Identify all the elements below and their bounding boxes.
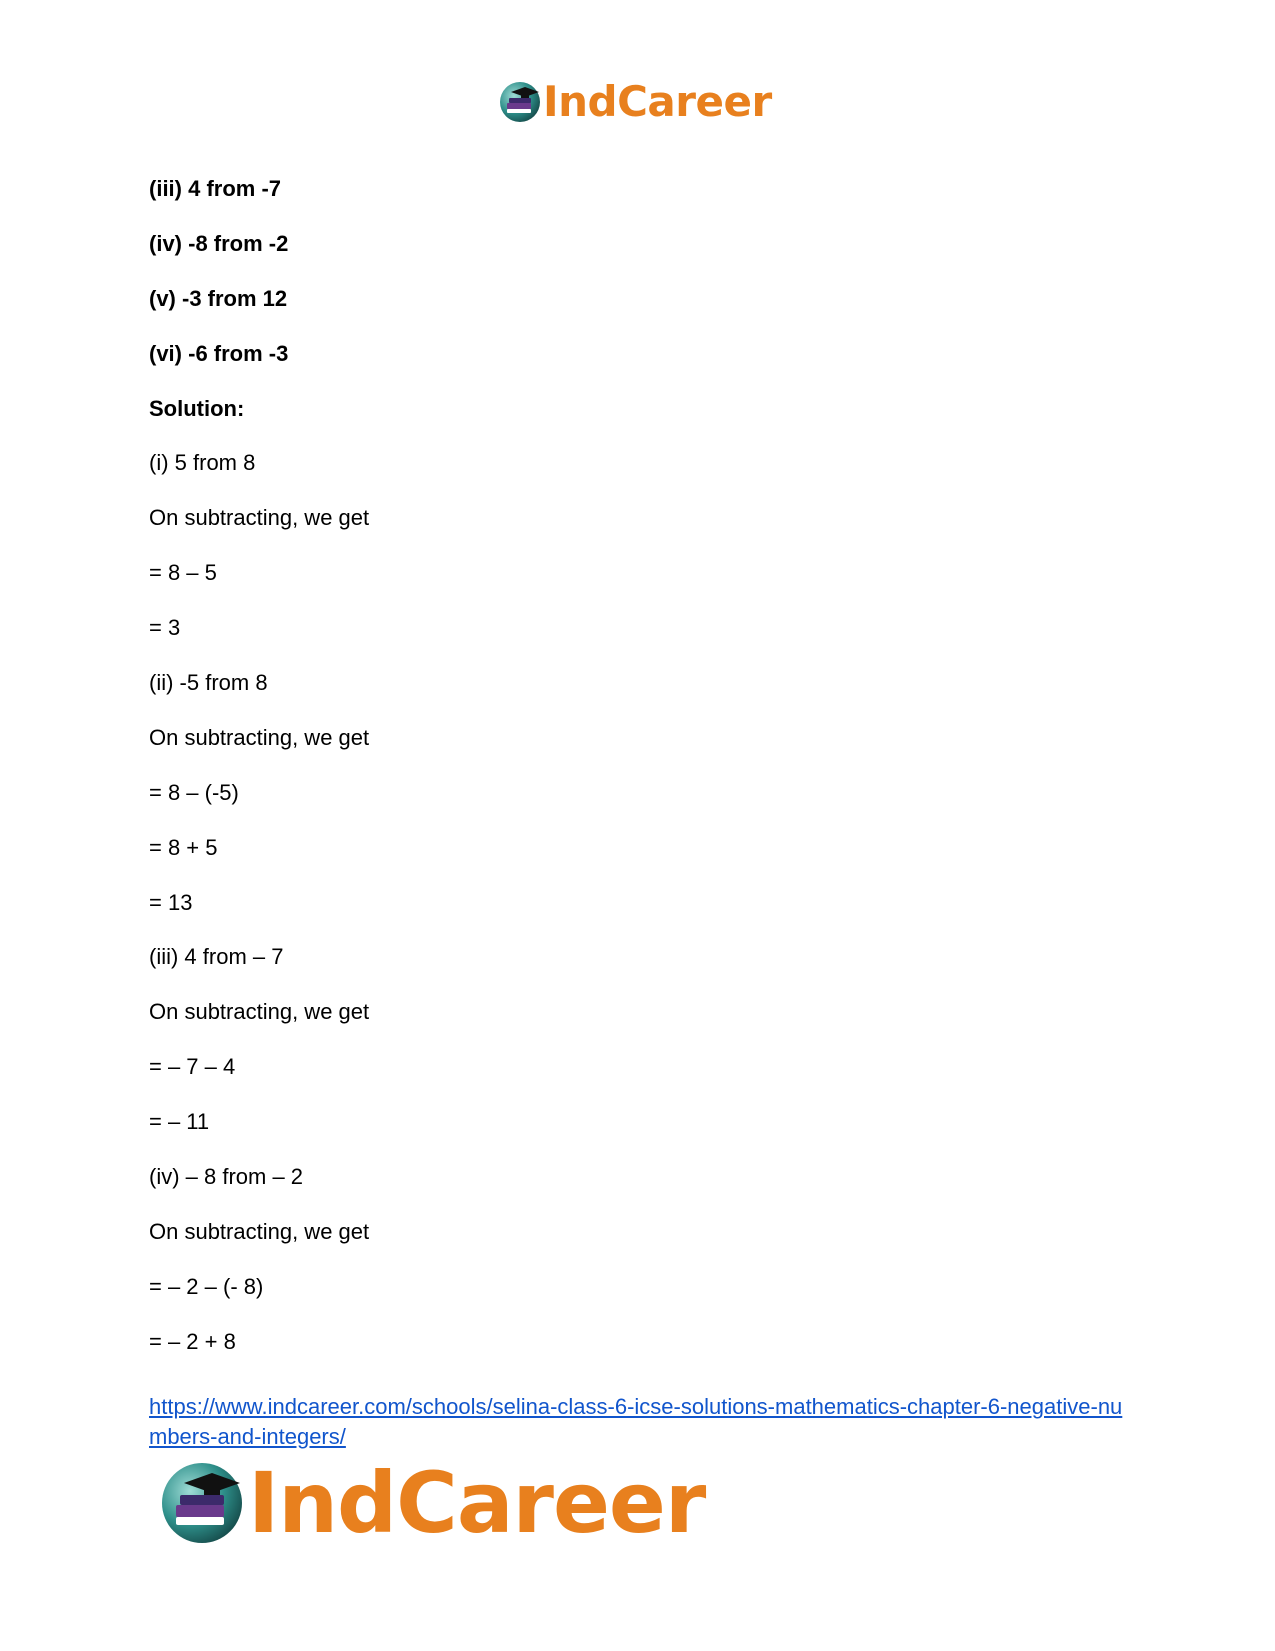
solution-line: = 8 + 5 (149, 834, 218, 860)
header-logo-text: IndCareer (543, 77, 772, 126)
solution-line: (iii) 4 from – 7 (149, 944, 284, 970)
solution-line: = 13 (149, 889, 193, 915)
solution-line: On subtracting, we get (149, 1218, 370, 1244)
footer-logo-text: IndCareer (248, 1454, 706, 1552)
question-part: (v) -3 from 12 (149, 285, 288, 311)
solution-line: = – 11 (149, 1109, 210, 1135)
solution-line: (i) 5 from 8 (149, 450, 256, 476)
source-link[interactable]: https://www.indcareer.com/schools/selina-class-6-icse-solutions-mathematics-chapter-6-negative-numbers-and-integers/ (149, 1394, 1123, 1449)
solution-line: On subtracting, we get (149, 724, 370, 750)
graduation-book-icon (499, 81, 541, 123)
solution-line: (iv) – 8 from – 2 (149, 1164, 304, 1190)
document-body (149, 176, 1129, 1384)
question-part: (vi) -6 from -3 (149, 340, 289, 366)
question-part: (iii) 4 from -7 (149, 176, 282, 201)
solution-line: = – 2 + 8 (149, 1328, 236, 1354)
solution-line: = – 7 – 4 (149, 1054, 236, 1080)
solution-line: = 3 (149, 615, 181, 641)
solution-line: (ii) -5 from 8 (149, 670, 268, 696)
footer-logo (160, 1454, 706, 1552)
solution-line: On subtracting, we get (149, 505, 370, 531)
solution-line: = – 2 – (- 8) (149, 1273, 264, 1299)
solution-line: On subtracting, we get (149, 999, 370, 1025)
solution-line: = 8 – (-5) (149, 779, 239, 805)
question-part: (iv) -8 from -2 (149, 230, 289, 256)
solution-line: = 8 – 5 (149, 560, 217, 586)
graduation-book-icon (160, 1461, 244, 1545)
solution-heading: Solution: (149, 395, 245, 421)
header-logo (499, 78, 772, 126)
